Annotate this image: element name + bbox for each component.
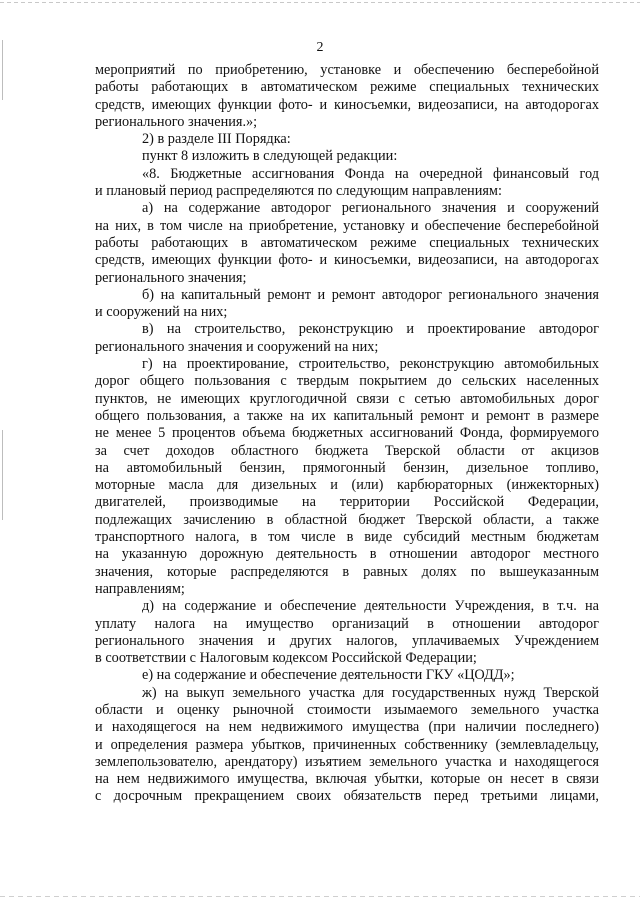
text-line: а) на содержание автодорог регионального значения и сооружений: [142, 200, 599, 217]
text-line: уплату налога на имущество организаций в отношении автодорог: [95, 615, 599, 632]
text-line: землепользователю, арендатору) изъятием земельного участка и находящегося: [95, 753, 599, 770]
scan-edge-bottom: [0, 896, 640, 897]
text-line: на них, в том числе на приобретение, установку и обеспечение бесперебойной: [95, 217, 599, 234]
text-line: направлениям;: [95, 580, 185, 597]
text-line: значения, которые распределяются в равных долях по вышеуказанным: [95, 563, 599, 580]
text-line: двигателей, производимые на территории Российской Федерации,: [95, 494, 599, 511]
text-line: дорог общего пользования с твердым покрытием до сельских населенных: [95, 373, 599, 390]
scan-edge-top: [0, 2, 640, 3]
text-line: с досрочным прекращением своих обязательств перед третьими лицами,: [95, 788, 599, 805]
text-line: транспортного налога, в том числе в виде субсидий местным бюджетам: [95, 529, 599, 546]
text-line: пунктов, не имеющих круглогодичной связи с сетью автомобильных дорог: [95, 390, 599, 407]
text-line: регионального значения и других налогов, уплачиваемых Учреждением: [95, 632, 599, 649]
text-line: за счет доходов областного бюджета Тверской области от акцизов: [95, 442, 599, 459]
text-line: д) на содержание и обеспечение деятельности Учреждения, в т.ч. на: [142, 598, 599, 615]
text-line: работы работающих в автоматическом режиме специальных технических: [95, 79, 599, 96]
text-line: и плановый период распределяются по следующим направлениям:: [95, 183, 502, 200]
text-line: г) на проектирование, строительство, реконструкцию автомобильных: [142, 356, 599, 373]
text-line: и находящегося на нем недвижимого имущества (при наличии последнего): [95, 719, 599, 736]
text-line: работы работающих в автоматическом режиме специальных технических: [95, 234, 599, 251]
text-line: пункт 8 изложить в следующей редакции:: [142, 148, 398, 165]
text-line: и определения размера убытков, причиненных собственнику (землевладельцу,: [95, 736, 599, 753]
text-line: регионального значения и сооружений на них;: [95, 338, 379, 355]
text-line: моторные масла для дизельных и (или) карбюраторных (инжекторных): [95, 477, 599, 494]
text-line: 2) в разделе III Порядка:: [142, 131, 291, 148]
text-line: в соответствии с Налоговым кодексом Российской Федерации;: [95, 650, 477, 667]
text-line: средств, имеющих функции фото- и киносъемки, видеозаписи, на автодорогах: [95, 252, 599, 269]
text-line: регионального значения;: [95, 269, 247, 286]
text-line: мероприятий по приобретению, установке и обеспечению бесперебойной: [95, 62, 599, 78]
text-line: подлежащих зачислению в областной бюджет Тверской области, а также: [95, 511, 599, 528]
text-line: и сооружений на них;: [95, 304, 228, 321]
text-line: е) на содержание и обеспечение деятельности ГКУ «ЦОДД»;: [142, 667, 515, 684]
text-line: на указанную дорожную деятельность в отношении автодорог местного: [95, 546, 599, 563]
text-line: ж) на выкуп земельного участка для государственных нужд Тверской: [142, 684, 599, 701]
text-line: области и оценку рыночной стоимости изымаемого земельного участка: [95, 701, 599, 718]
text-line: регионального значения.»;: [95, 113, 258, 130]
text-line: б) на капитальный ремонт и ремонт автодорог регионального значения: [142, 286, 599, 303]
scan-edge-left: [2, 430, 3, 520]
text-line: средств, имеющих функции фото- и киносъемки, видеозаписи, на автодорогах: [95, 96, 599, 113]
text-line: общего пользования, а также на их капитальный ремонт и ремонт в размере: [95, 407, 599, 424]
text-line: на нем недвижимого имущества, включая убытки, которые он несет в связи: [95, 771, 599, 788]
document-body: [95, 62, 599, 806]
text-line: на автомобильный бензин, прямогонный бензин, дизельное топливо,: [95, 459, 599, 476]
text-line: в) на строительство, реконструкцию и проектирование автодорог: [142, 321, 599, 338]
page-number: 2: [316, 40, 324, 55]
text-line: не менее 5 процентов объема бюджетных ассигнований Фонда, формируемого: [95, 425, 599, 442]
text-line: «8. Бюджетные ассигнования Фонда на очередной финансовый год: [142, 165, 599, 182]
